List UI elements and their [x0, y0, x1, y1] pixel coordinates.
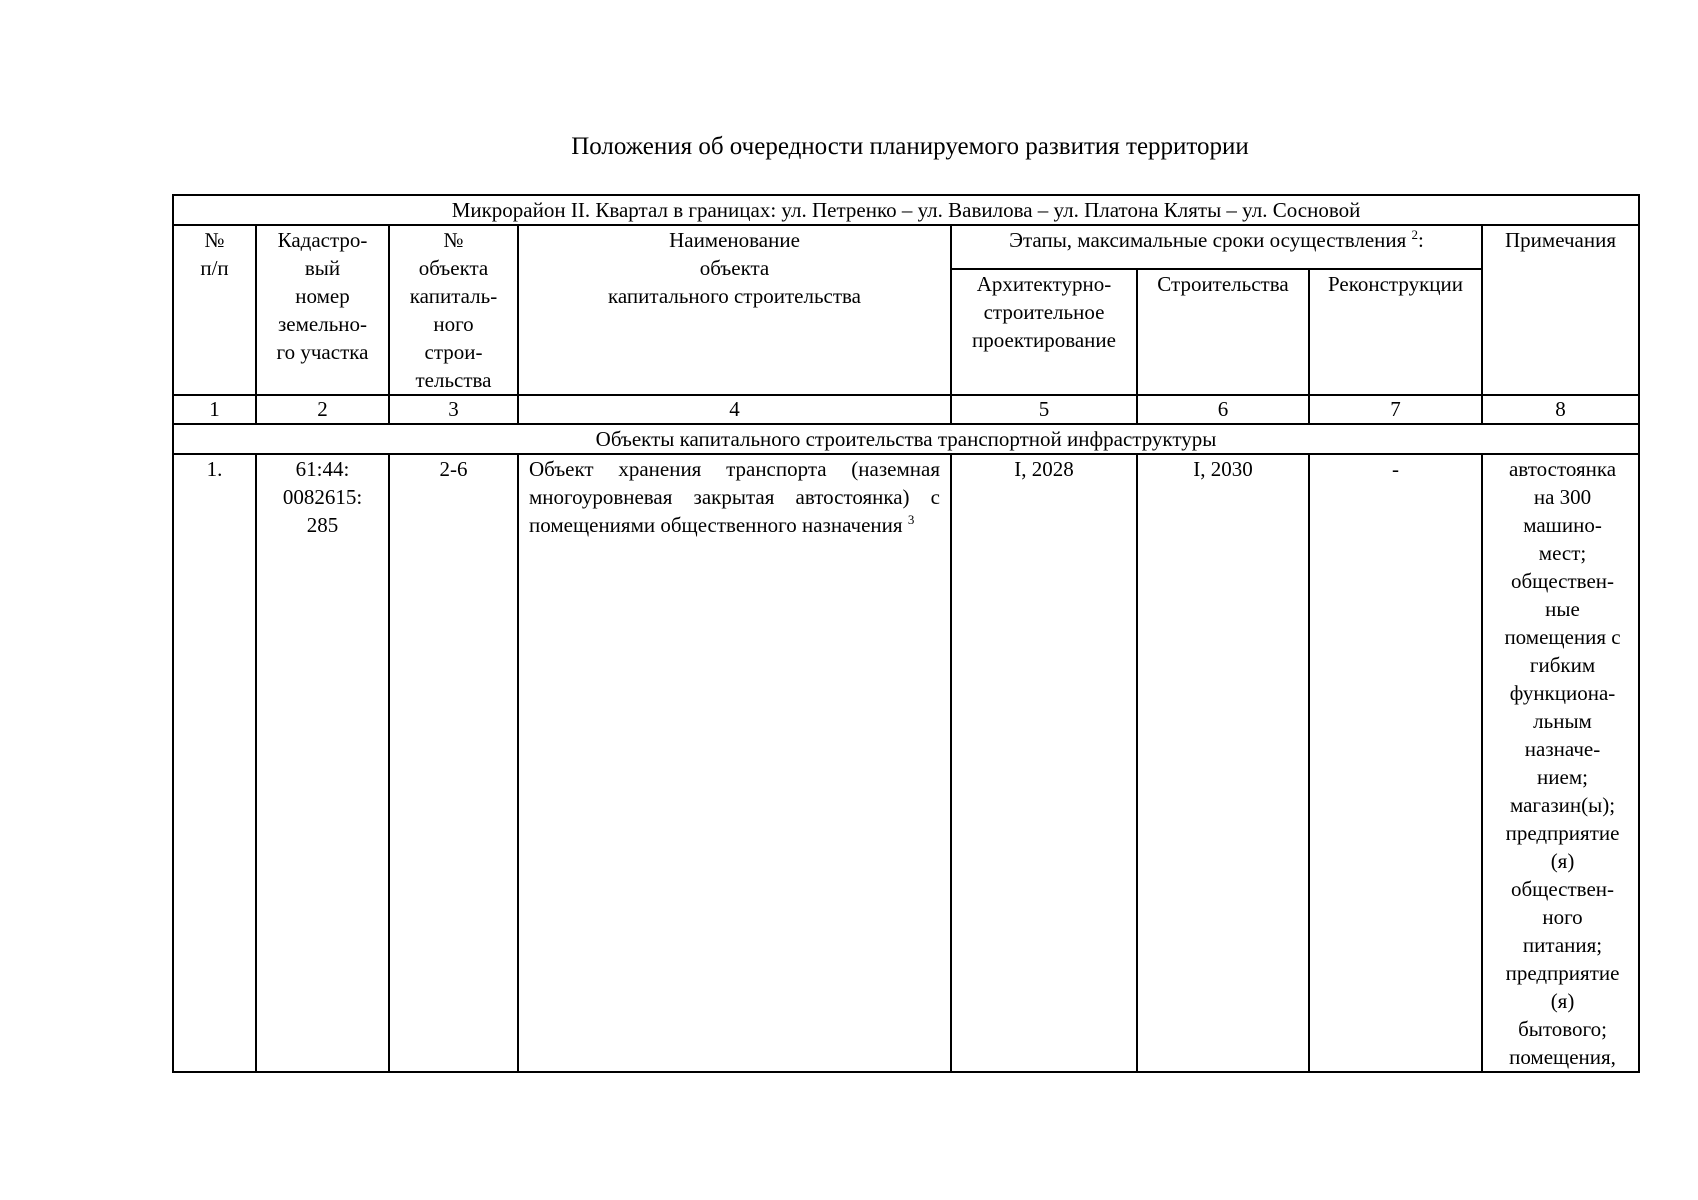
row-name-footnote: 3 [907, 512, 915, 527]
header-design [951, 269, 1137, 395]
region-cell: Микрорайон II. Квартал в границах: ул. Петренко – ул. Вавилова – ул. Платона Кляты – ул. Сосновой [173, 195, 1639, 225]
header-stages-suffix: : [1418, 228, 1424, 252]
column-number-3: 3 [389, 395, 518, 424]
row-cadastral [256, 454, 389, 1072]
header-notes [1482, 225, 1639, 395]
column-number-8: 8 [1482, 395, 1639, 424]
header-stages [951, 225, 1482, 269]
header-object-no-text: № объекта капиталь- ного строи- тельства [409, 228, 498, 392]
row-name [518, 454, 951, 1072]
column-number-1: 1 [173, 395, 256, 424]
header-reconstruction-text: Реконструкции [1328, 271, 1463, 296]
row-reconstruction [1309, 454, 1482, 1072]
header-cadastral [256, 225, 389, 395]
column-number-4: 4 [518, 395, 951, 424]
header-no [173, 225, 256, 395]
section-title: Объекты капитального строительства транспортной инфраструктуры [173, 424, 1639, 454]
header-construction-text: Строительства [1157, 271, 1289, 296]
header-stages-footnote: 2 [1411, 227, 1419, 242]
row-object-no-text: 2-6 [439, 457, 468, 481]
header-name-text: Наименование объекта капитального строительства [608, 228, 861, 308]
row-object-no [389, 454, 518, 1072]
row-notes [1482, 454, 1639, 1072]
row-notes-text: автостоянка на 300 машино- мест; обществен- ные помещения с гибким функциона- льным назначе- нием; магазин(ы); предприятие (я) обществен- ного питания; предприятие (я) бытового; помещения, [1504, 457, 1621, 1069]
table-row [173, 454, 1639, 1072]
column-number-5: 5 [951, 395, 1137, 424]
development-schedule-table [172, 194, 1640, 1073]
header-reconstruction [1309, 269, 1482, 395]
row-no [173, 454, 256, 1072]
row-design [951, 454, 1137, 1072]
column-number-row [173, 395, 1639, 424]
page-title: Положения об очередности планируемого развития территории [571, 133, 1249, 160]
row-design-text: I, 2028 [1014, 457, 1074, 481]
header-object-no [389, 225, 518, 395]
header-name [518, 225, 951, 395]
row-name-text: Объект хранения транспорта (наземная многоуровневая закрытая автостоянка) с помещениями общественного назначения [529, 457, 940, 537]
header-cadastral-text: Кадастро- вый номер земельно- го участка [276, 228, 369, 364]
row-cadastral-text: 61:44: 0082615: 285 [282, 457, 363, 537]
column-number-6: 6 [1137, 395, 1309, 424]
section-row [173, 424, 1639, 454]
region-row [173, 195, 1639, 225]
header-row-1 [173, 225, 1639, 269]
header-no-text: № п/п [200, 228, 229, 280]
column-number-7: 7 [1309, 395, 1482, 424]
header-construction [1137, 269, 1309, 395]
row-reconstruction-text: - [1392, 457, 1399, 481]
header-design-text: Архитектурно- строительное проектирование [972, 271, 1116, 352]
row-no-text: 1. [206, 457, 223, 481]
column-number-2: 2 [256, 395, 389, 424]
header-stages-prefix: Этапы, максимальные сроки осуществления [1009, 228, 1412, 252]
header-notes-text: Примечания [1505, 228, 1617, 252]
row-construction [1137, 454, 1309, 1072]
row-construction-text: I, 2030 [1193, 457, 1253, 481]
